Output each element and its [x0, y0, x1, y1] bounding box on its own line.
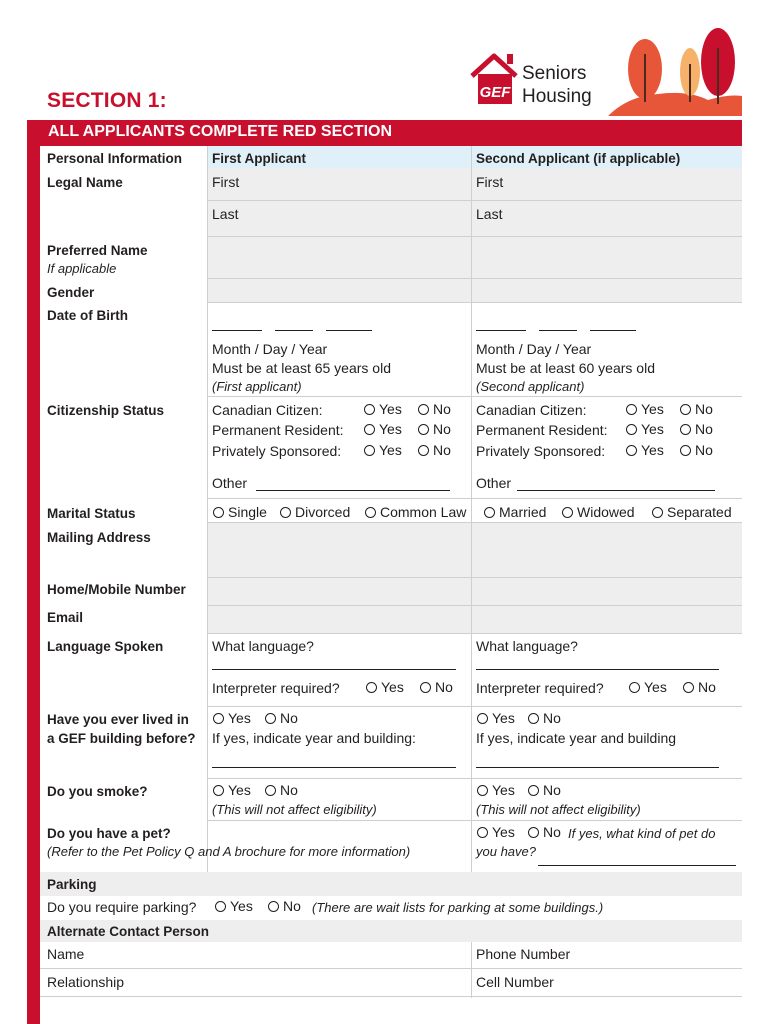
lived-hint: If yes, indicate year and building — [476, 730, 677, 746]
divider — [207, 278, 742, 279]
pet-label: Do you have a pet? — [47, 826, 171, 841]
email-field[interactable] — [207, 605, 742, 633]
divider — [207, 706, 742, 707]
mailing-address-field[interactable] — [207, 522, 742, 577]
marital-status-label: Marital Status — [47, 506, 136, 521]
language-label: Language Spoken — [47, 639, 164, 654]
radio-no[interactable]: No — [418, 421, 451, 437]
marital-divorced-radio[interactable]: Divorced — [280, 504, 350, 520]
pet-kind-question-2: you have? — [476, 844, 536, 859]
first-applicant-last-name[interactable]: Last — [212, 206, 239, 222]
radio-icon — [366, 682, 377, 693]
radio-yes[interactable]: Yes — [364, 421, 402, 437]
marital-widowed-radio[interactable]: Widowed — [562, 504, 635, 520]
divider — [40, 968, 742, 969]
citizenship-label: Citizenship Status — [47, 403, 165, 418]
radio-icon — [484, 507, 495, 518]
interpreter-label: Interpreter required? — [476, 680, 604, 696]
canadian-citizen-label: Canadian Citizen: — [476, 402, 587, 418]
parking-no-radio[interactable]: No — [268, 898, 301, 914]
radio-icon — [215, 901, 226, 912]
dob-note-first: Must be at least 65 years old — [212, 360, 391, 376]
parking-yes-radio[interactable]: Yes — [215, 898, 253, 914]
svg-text:GEF: GEF — [479, 84, 511, 101]
citizenship-other-field[interactable] — [517, 490, 715, 491]
language-question: What language? — [476, 638, 578, 654]
lived-no-radio[interactable]: No — [528, 710, 561, 726]
marital-single-radio[interactable]: Single — [213, 504, 267, 520]
radio-icon — [418, 404, 429, 415]
radio-icon — [680, 445, 691, 456]
citizenship-other-label: Other — [476, 475, 512, 491]
lived-before-label: Have you ever lived in a GEF building before? — [47, 712, 196, 746]
radio-icon — [418, 445, 429, 456]
dob-year-field[interactable] — [590, 330, 636, 331]
second-applicant-last-name[interactable]: Last — [476, 206, 503, 222]
radio-icon — [562, 507, 573, 518]
divider — [207, 396, 742, 397]
radio-yes[interactable]: Yes — [626, 421, 664, 437]
divider — [471, 942, 472, 998]
radio-no[interactable]: No — [680, 401, 713, 417]
radio-icon — [268, 901, 279, 912]
email-label: Email — [47, 610, 84, 625]
interpreter-yes-radio[interactable]: Yes — [366, 679, 404, 695]
lived-hint: If yes, indicate year and building: — [212, 730, 416, 746]
radio-icon — [364, 424, 375, 435]
smoke-note: (This will not affect eligibility) — [476, 802, 641, 817]
radio-icon — [420, 682, 431, 693]
pet-kind-field[interactable] — [538, 865, 736, 866]
alternate-name-field[interactable]: Name — [47, 946, 85, 962]
radio-icon — [477, 827, 488, 838]
second-applicant-first-name[interactable]: First — [476, 174, 504, 190]
pet-yes-radio[interactable]: Yes — [477, 824, 515, 840]
alternate-cell-field[interactable]: Cell Number — [476, 974, 554, 990]
radio-no[interactable]: No — [680, 442, 713, 458]
interpreter-no-radio[interactable]: No — [683, 679, 716, 695]
divider — [207, 498, 742, 499]
divider — [207, 146, 208, 872]
radio-icon — [680, 424, 691, 435]
radio-icon — [528, 713, 539, 724]
radio-icon — [528, 785, 539, 796]
radio-icon — [364, 404, 375, 415]
divider — [207, 778, 742, 779]
radio-yes[interactable]: Yes — [364, 442, 402, 458]
radio-icon — [213, 507, 224, 518]
parking-label: Parking — [47, 877, 97, 892]
logo-text: Seniors Housing — [522, 63, 592, 107]
divider — [207, 302, 742, 303]
parking-header-bg — [40, 872, 742, 896]
radio-icon — [626, 404, 637, 415]
radio-icon — [680, 404, 691, 415]
divider — [40, 996, 742, 997]
dob-note-first-applicant: (First applicant) — [212, 379, 302, 394]
lived-yes-radio[interactable]: Yes — [477, 710, 515, 726]
trees-illustration-icon — [608, 24, 742, 116]
divider — [207, 820, 742, 821]
red-side-bar — [27, 120, 40, 1024]
dob-note-second-applicant: (Second applicant) — [476, 379, 585, 394]
radio-icon — [213, 713, 224, 724]
dob-format-first: Month / Day / Year — [212, 341, 328, 357]
radio-icon — [652, 507, 663, 518]
smoke-no-radio[interactable]: No — [265, 782, 298, 798]
dob-label: Date of Birth — [47, 308, 128, 323]
preferred-name-hint: If applicable — [47, 261, 117, 276]
marital-common-law-radio[interactable]: Common Law — [365, 504, 466, 520]
smoke-yes-radio[interactable]: Yes — [477, 782, 515, 798]
divider — [207, 200, 742, 201]
preferred-name-label: Preferred Name — [47, 243, 148, 258]
privately-sponsored-label: Privately Sponsored: — [476, 443, 606, 459]
interpreter-label: Interpreter required? — [212, 680, 340, 696]
parking-question: Do you require parking? — [47, 899, 197, 915]
dob-note-second: Must be at least 60 years old — [476, 360, 655, 376]
radio-icon — [626, 445, 637, 456]
privately-sponsored-label: Privately Sponsored: — [212, 443, 342, 459]
smoke-label: Do you smoke? — [47, 784, 148, 799]
interpreter-yes-radio[interactable]: Yes — [629, 679, 667, 695]
mailing-address-label: Mailing Address — [47, 530, 151, 545]
radio-icon — [528, 827, 539, 838]
dob-day-field[interactable] — [539, 330, 577, 331]
radio-icon — [629, 682, 640, 693]
first-applicant-first-name[interactable]: First — [212, 174, 240, 190]
pet-hint: (Refer to the Pet Policy Q and A brochure for more information) — [47, 844, 411, 859]
alternate-contact-label: Alternate Contact Person — [47, 924, 210, 939]
radio-icon — [365, 507, 376, 518]
radio-yes[interactable]: Yes — [626, 442, 664, 458]
name-fields-bg — [207, 168, 742, 302]
col-second-applicant: Second Applicant (if applicable) — [476, 151, 681, 166]
smoke-note: (This will not affect eligibility) — [212, 802, 377, 817]
radio-icon — [477, 713, 488, 724]
radio-icon — [265, 713, 276, 724]
lived-no-radio[interactable]: No — [265, 710, 298, 726]
radio-icon — [364, 445, 375, 456]
parking-note: (There are wait lists for parking at some buildings.) — [312, 900, 604, 915]
dob-day-field[interactable] — [275, 330, 313, 331]
pet-kind-question: If yes, what kind of pet do — [568, 826, 716, 841]
marital-separated-radio[interactable]: Separated — [652, 504, 732, 520]
interpreter-no-radio[interactable]: No — [420, 679, 453, 695]
radio-icon — [477, 785, 488, 796]
radio-icon — [280, 507, 291, 518]
col-personal-info: Personal Information — [47, 151, 183, 166]
radio-icon — [683, 682, 694, 693]
permanent-resident-label: Permanent Resident: — [212, 422, 344, 438]
alternate-phone-field[interactable]: Phone Number — [476, 946, 571, 962]
radio-icon — [213, 785, 224, 796]
lived-details-field[interactable] — [212, 767, 456, 768]
smoke-no-radio[interactable]: No — [528, 782, 561, 798]
legal-name-label: Legal Name — [47, 175, 123, 190]
phone-label: Home/Mobile Number — [47, 582, 186, 597]
red-section-header: ALL APPLICANTS COMPLETE RED SECTION — [40, 120, 742, 146]
smoke-yes-radio[interactable]: Yes — [213, 782, 251, 798]
pet-no-radio[interactable]: No — [528, 824, 561, 840]
marital-married-radio[interactable]: Married — [484, 504, 546, 520]
radio-yes[interactable]: Yes — [626, 401, 664, 417]
divider — [207, 236, 742, 237]
language-question: What language? — [212, 638, 314, 654]
language-field[interactable] — [476, 669, 719, 670]
language-field[interactable] — [212, 669, 456, 670]
dob-format-second: Month / Day / Year — [476, 341, 592, 357]
lived-details-field[interactable] — [476, 767, 719, 768]
citizenship-other-label: Other — [212, 475, 248, 491]
citizenship-other-field[interactable] — [256, 490, 450, 491]
radio-icon — [418, 424, 429, 435]
alternate-relationship-field[interactable]: Relationship — [47, 974, 125, 990]
divider — [471, 146, 472, 872]
col-first-applicant: First Applicant — [212, 151, 307, 166]
radio-no[interactable]: No — [418, 401, 451, 417]
dob-year-field[interactable] — [326, 330, 372, 331]
canadian-citizen-label: Canadian Citizen: — [212, 402, 323, 418]
radio-no[interactable]: No — [418, 442, 451, 458]
radio-yes[interactable]: Yes — [364, 401, 402, 417]
phone-field[interactable] — [207, 577, 742, 605]
gender-label: Gender — [47, 285, 95, 300]
section-title: SECTION 1: — [47, 89, 167, 112]
lived-yes-radio[interactable]: Yes — [213, 710, 251, 726]
dob-month-field[interactable] — [476, 330, 526, 331]
radio-no[interactable]: No — [680, 421, 713, 437]
divider — [207, 633, 742, 634]
radio-icon — [626, 424, 637, 435]
permanent-resident-label: Permanent Resident: — [476, 422, 608, 438]
dob-month-field[interactable] — [212, 330, 262, 331]
radio-icon — [265, 785, 276, 796]
